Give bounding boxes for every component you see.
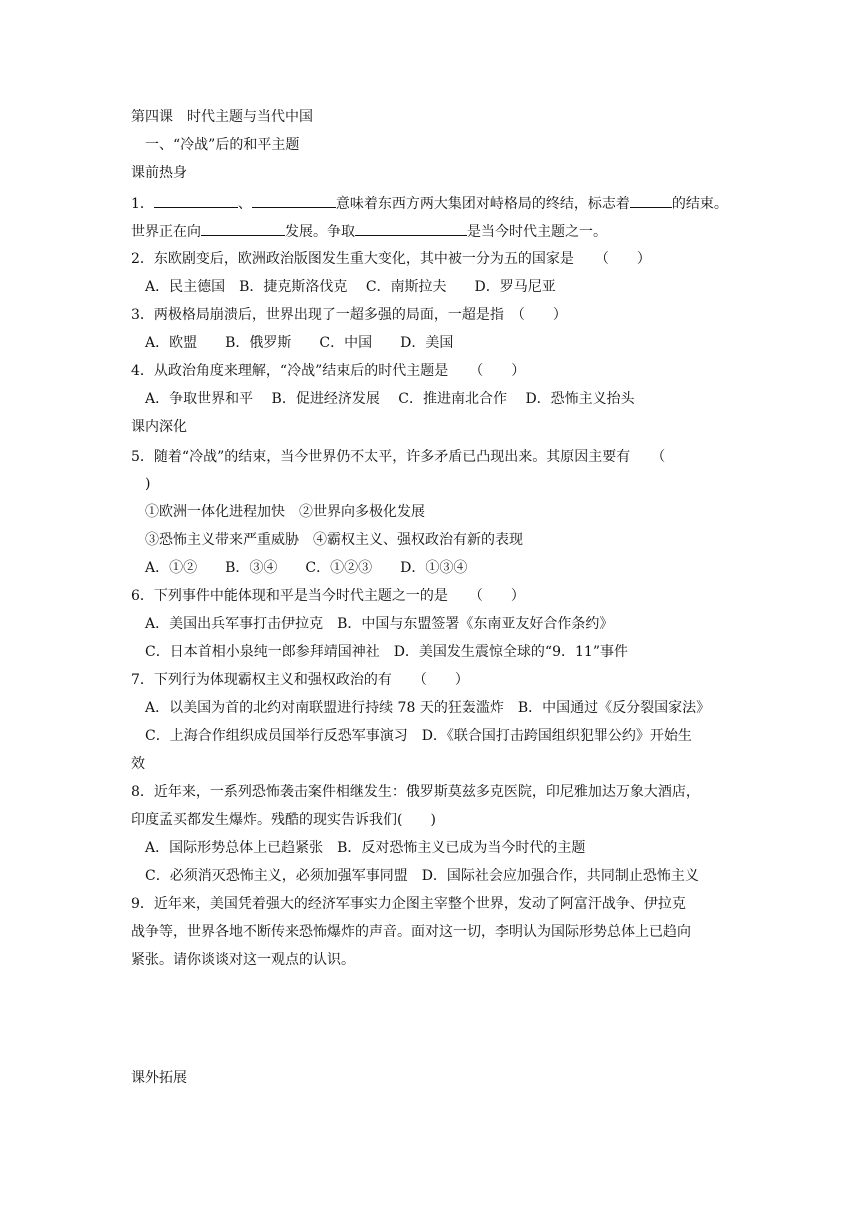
q1-blank-5[interactable] — [355, 221, 467, 236]
q7-stem: 7．下列行为体现霸权主义和强权政治的有 （ ） — [131, 672, 469, 688]
lesson-title: 第四课 时代主题与当代中国 — [131, 109, 313, 125]
q1-number: 1． — [131, 196, 154, 212]
q3-stem: 3．两极格局崩溃后，世界出现了一超多强的局面，一超是指 （ ） — [131, 307, 567, 323]
q7-options-3: 效 — [131, 756, 145, 772]
q7-options-1: A．以美国为首的北约对南联盟进行持续 78 天的狂轰滥炸 B．中国通过《反分裂国家法》 — [145, 700, 711, 716]
q4-options: A．争取世界和平 B．促进经济发展 C．推进南北合作 D．恐怖主义抬头 — [145, 391, 635, 407]
q1-blank-1[interactable] — [154, 193, 238, 208]
q1-blank-4[interactable] — [201, 221, 285, 236]
part-heading-in: 课内深化 — [131, 419, 187, 435]
q8-options-2: C．必须消灭恐怖主义，必须加强军事同盟 D．国际社会应加强合作，共同制止恐怖主义 — [145, 868, 699, 884]
q8-stem-2: 印度孟买都发生爆炸。残酷的现实告诉我们( ) — [131, 812, 436, 828]
q1-text-3: 世界正在向 — [131, 224, 201, 240]
q6-options-2: C．日本首相小泉纯一郎参拜靖国神社 D．美国发生震惊全球的“9．11”事件 — [145, 644, 628, 660]
q5-items-2: ③恐怖主义带来严重威胁 ④霸权主义、强权政治有新的表现 — [145, 532, 523, 548]
section-heading: 一、“冷战”后的和平主题 — [145, 137, 300, 153]
q1-line1 — [131, 193, 728, 213]
q1-sep: 、 — [237, 196, 252, 212]
q8-stem-1: 8．近年来，一系列恐怖袭击案件相继发生：俄罗斯莫兹多克医院，印尼雅加达万象大酒店， — [131, 784, 700, 800]
q1-text-5: 是当今时代主题之一。 — [467, 224, 607, 240]
part-heading-out: 课外拓展 — [131, 1070, 187, 1086]
q4-stem: 4．从政治角度来理解，“冷战”结束后的时代主题是 （ ） — [131, 363, 526, 379]
q9-line-3: 紧张。请你谈谈对这一观点的认识。 — [131, 952, 355, 968]
q5-stem: 5．随着“冷战”的结束，当今世界仍不太平，许多矛盾已凸现出来。其原因主要有 （ — [131, 449, 666, 465]
q6-options-1: A．美国出兵军事打击伊拉克 B．中国与东盟签署《东南亚友好合作条约》 — [145, 616, 614, 632]
q1-text-4: 发展。争取 — [285, 224, 355, 240]
q5-options: A．①② B．③④ C．①②③ D．①③④ — [145, 560, 468, 576]
q1-text-2: 的结束。 — [671, 196, 728, 212]
q7-options-2: C．上海合作组织成员国举行反恐军事演习 D．《联合国打击跨国组织犯罪公约》开始生 — [145, 728, 692, 744]
q2-options: A．民主德国 B．捷克斯洛伐克 C．南斯拉夫 D．罗马尼亚 — [145, 279, 556, 295]
part-heading-pre: 课前热身 — [131, 165, 187, 181]
q1-line2 — [131, 221, 607, 241]
q9-line-1: 9．近年来，美国凭着强大的经济军事实力企图主宰整个世界，发动了阿富汗战争、伊拉克 — [131, 896, 686, 912]
q2-stem: 2．东欧剧变后，欧洲政治版图发生重大变化，其中被一分为五的国家是 （ ） — [131, 251, 651, 267]
q1-blank-3[interactable] — [630, 193, 672, 208]
q3-options: A．欧盟 B．俄罗斯 C．中国 D．美国 — [145, 335, 454, 351]
q1-text-1: 意味着东西方两大集团对峙格局的终结，标志着 — [335, 196, 630, 212]
q5-stem-end: ) — [145, 476, 151, 492]
q9-line-2: 战争等，世界各地不断传来恐怖爆炸的声音。面对这一切，李明认为国际形势总体上已趋向 — [131, 924, 691, 940]
q5-items-1: ①欧洲一体化进程加快 ②世界向多极化发展 — [145, 504, 425, 520]
q6-stem: 6．下列事件中能体现和平是当今时代主题之一的是 （ ） — [131, 588, 525, 604]
q8-options-1: A．国际形势总体上已趋紧张 B．反对恐怖主义已成为当今时代的主题 — [145, 840, 586, 856]
q1-blank-2[interactable] — [252, 193, 336, 208]
